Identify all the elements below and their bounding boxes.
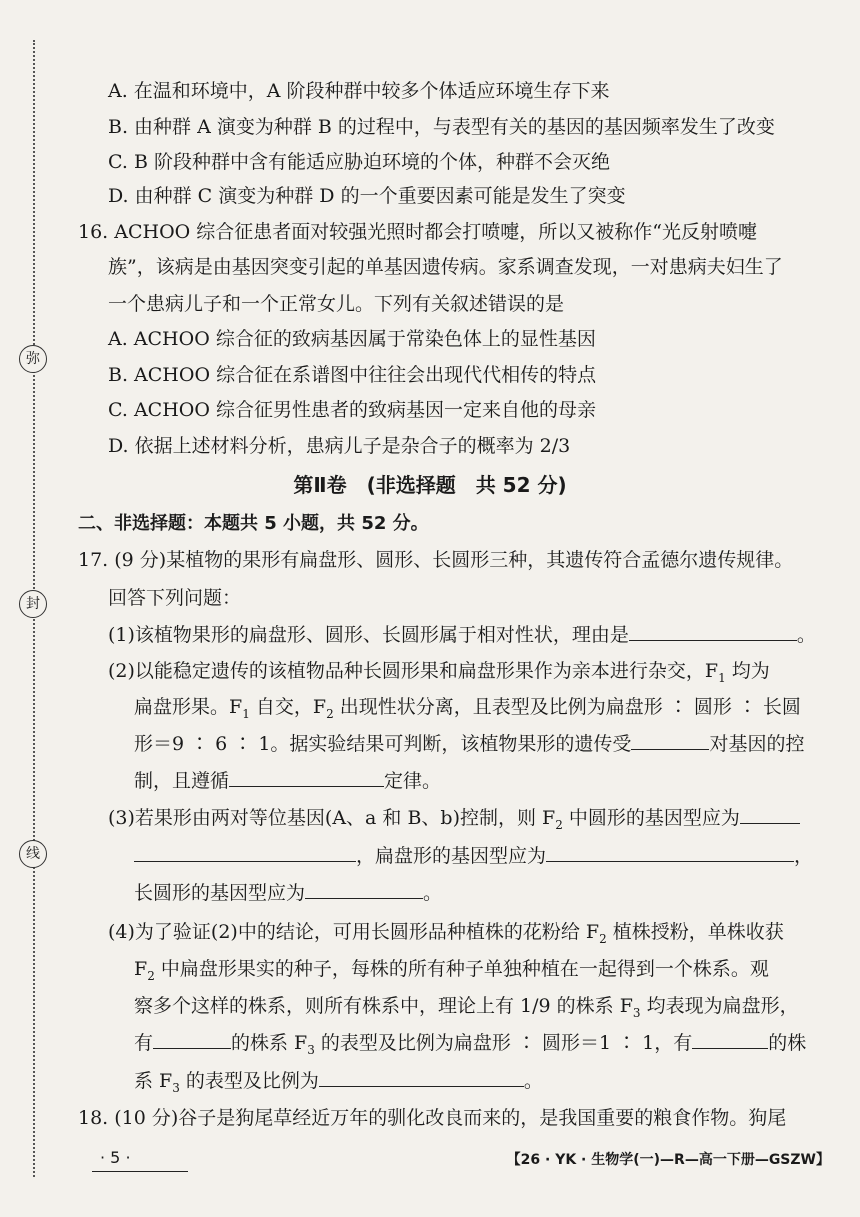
section-2-heading: 二、非选择题：本题共 5 小题，共 52 分。	[78, 513, 429, 534]
q16-stem-1: 16. ACHOO 综合征患者面对较强光照时都会打喷嚏，所以又被称作“光反射喷嚏	[78, 221, 757, 243]
q17-part-4-text-4b: 的株系 F	[231, 1032, 308, 1054]
q17-part-4-answer-blank-3[interactable]	[319, 1068, 524, 1087]
q17-part-4-line-5	[134, 1066, 543, 1095]
q17-part-4-text-1: (4)为了验证(2)中的结论，可用长圆形品种植株的花粉给 F	[108, 921, 600, 943]
q17-part-4-text-5c: 。	[523, 1070, 543, 1092]
q17-part-3-text-2a: ，扁盘形的基因型应为	[356, 845, 547, 867]
q17-part-2-text-1: (2)以能稳定遗传的该植物品种长圆形果和扁盘形果作为亲本进行杂交，F	[108, 660, 719, 682]
q17-part-3-answer-blank-3[interactable]	[305, 880, 423, 899]
q17-part-1-answer-blank[interactable]	[629, 622, 797, 641]
q17-part-2-line-4	[134, 766, 441, 793]
q17-part-4-text-4a: 有	[134, 1032, 154, 1054]
q17-part-2-answer-blank-2[interactable]	[229, 768, 384, 787]
section-2-title: 第Ⅱ卷 (非选择题 共 52 分)	[293, 473, 567, 497]
q17-part-4-text-3a: 察多个这样的株系，则所有株系中，理论上有 1/9 的株系 F	[134, 995, 633, 1017]
q16-option-a: A. ACHOO 综合征的致病基因属于常染色体上的显性基因	[108, 328, 596, 350]
q17-part-2-text-2a: 扁盘形果。F	[134, 696, 243, 718]
page-number: · 5 ·	[100, 1148, 131, 1167]
q17-part-3-text-2b: ，	[794, 845, 814, 867]
q17-part-4-line-1	[108, 917, 784, 946]
q17-part-3-text-3a: 长圆形的基因型应为	[134, 882, 306, 904]
q16-option-c: C. ACHOO 综合征男性患者的致病基因一定来自他的母亲	[108, 399, 596, 421]
q17-part-4-text-5b: 的表型及比例为	[179, 1070, 319, 1092]
subscript: 2	[326, 706, 334, 721]
q16-option-b: B. ACHOO 综合征在系谱图中往往会出现代代相传的特点	[108, 364, 597, 386]
subscript: 1	[242, 706, 250, 721]
q16-stem-2: 族”，该病是由基因突变引起的单基因遗传病。家系调查发现，一对患病夫妇生了	[108, 256, 783, 278]
q17-part-4-answer-blank-1[interactable]	[153, 1030, 231, 1049]
seal-mark-xian: 线	[19, 840, 47, 868]
q17-part-2-text-3a: 形＝9 ∶ 6 ∶ 1。据实验结果可判断，该植物果形的遗传受	[134, 733, 632, 755]
q18-stem-1: 18. (10 分)谷子是狗尾草经近万年的驯化改良而来的，是我国重要的粮食作物。狗尾	[78, 1107, 787, 1129]
subscript: 3	[632, 1005, 641, 1020]
q17-part-2-text-4b: 定律。	[384, 770, 442, 792]
subscript: 3	[307, 1042, 315, 1057]
q17-part-4-text-2b: 中扁盘形果实的种子，每株的所有种子单独种植在一起得到一个株系。观	[154, 958, 769, 980]
seal-mark-mi: 弥	[19, 345, 47, 373]
q17-part-2-text-3b: 对基因的控	[709, 733, 805, 755]
q17-part-4-answer-blank-2[interactable]	[692, 1030, 768, 1049]
q17-part-3-line-2	[134, 841, 813, 868]
seal-mark-feng: 封	[19, 590, 47, 618]
q17-part-3-text-1: (3)若果形由两对等位基因(A、a 和 B、b)控制，则 F	[108, 807, 556, 829]
q17-part-4-text-4d: 的株	[768, 1032, 807, 1054]
page-number-underline	[92, 1171, 188, 1172]
q17-stem-1: 17. (9 分)某植物的果形有扁盘形、圆形、长圆形三种，其遗传符合孟德尔遗传规律。	[78, 549, 794, 571]
subscript: 2	[599, 931, 607, 946]
q15-option-a: A. 在温和环境中，A 阶段种群中较多个体适应环境生存下来	[108, 80, 610, 102]
q17-part-2-text-2b: 自交，F	[249, 696, 327, 718]
q17-part-1	[108, 620, 816, 647]
q16-stem-3: 一个患病儿子和一个正常女儿。下列有关叙述错误的是	[108, 293, 565, 315]
q17-part-4-line-4	[134, 1028, 806, 1057]
subscript: 3	[172, 1080, 180, 1095]
q17-part-3-line-3	[134, 878, 442, 905]
q17-stem-2: 回答下列问题：	[108, 587, 242, 609]
q17-part-2-text-2c: 出现性状分离，且表型及比例为扁盘形 ∶ 圆形 ∶ 长圆	[333, 696, 801, 718]
q15-option-b: B. 由种群 A 演变为种群 B 的过程中，与表型有关的基因的基因频率发生了改变	[108, 116, 775, 138]
q15-option-d: D. 由种群 C 演变为种群 D 的一个重要因素可能是发生了突变	[108, 185, 626, 207]
q17-part-4-text-2a: F	[134, 958, 148, 980]
q17-part-4-text-3b: 均表现为扁盘形，	[640, 995, 799, 1017]
q17-part-4-line-3	[134, 991, 799, 1020]
q17-part-2-text-1b: 均为	[725, 660, 770, 682]
q17-part-4-line-2	[134, 954, 769, 983]
q17-part-1-text: (1)该植物果形的扁盘形、圆形、长圆形属于相对性状，理由是	[108, 624, 629, 646]
q17-part-4-text-5a: 系 F	[134, 1070, 173, 1092]
exam-code: 【26 · YK · 生物学(一)—R—高一下册—GSZW】	[506, 1152, 830, 1168]
q17-part-3-text-1b: 中圆形的基因型应为	[562, 807, 740, 829]
q17-part-3-answer-blank-1-cont[interactable]	[134, 843, 356, 862]
q17-part-4-text-4c: 的表型及比例为扁盘形 ∶ 圆形＝1 ∶ 1，有	[314, 1032, 693, 1054]
q16-option-d: D. 依据上述材料分析，患病儿子是杂合子的概率为 2/3	[108, 435, 571, 457]
q17-part-2-text-4a: 制，且遵循	[134, 770, 230, 792]
subscript: 2	[147, 968, 155, 983]
q17-part-3-line-1	[108, 803, 800, 832]
q17-part-2-line-3	[134, 729, 804, 756]
q17-part-3-answer-blank-2[interactable]	[546, 843, 794, 862]
subscript: 1	[718, 670, 726, 685]
q17-part-2-answer-blank-1[interactable]	[631, 731, 709, 750]
q15-option-c: C. B 阶段种群中含有能适应胁迫环境的个体，种群不会灭绝	[108, 151, 610, 173]
q17-part-4-text-1b: 植株授粉，单株收获	[606, 921, 784, 943]
q17-part-2-line-1	[108, 656, 770, 685]
subscript: 2	[555, 817, 563, 832]
q17-part-3-answer-blank-1[interactable]	[740, 805, 800, 824]
q17-part-2-line-2	[134, 692, 801, 721]
q17-part-3-text-3b: 。	[423, 882, 443, 904]
q17-part-1-end: 。	[796, 624, 816, 646]
